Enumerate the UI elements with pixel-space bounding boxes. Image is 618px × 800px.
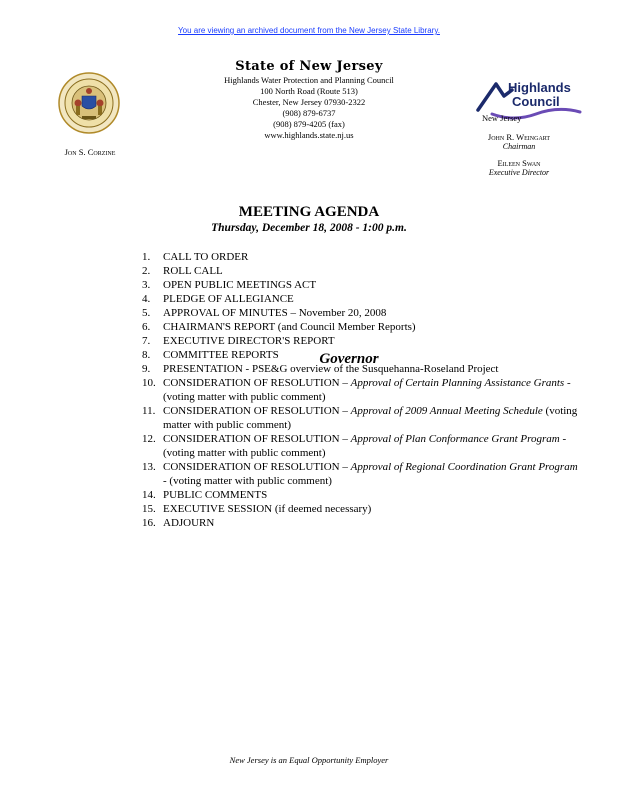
agenda-item-resolution-title: Approval of Regional Coordination Grant Program — [350, 461, 578, 473]
phone: (908) 879-6737 — [282, 108, 336, 118]
agenda-item-text — [163, 404, 582, 432]
agenda-item — [142, 320, 582, 334]
logo-line1: Highlands — [508, 80, 571, 95]
agenda-item — [142, 348, 582, 362]
agenda-item — [142, 460, 582, 488]
governor-name: Jon S. Corzine — [64, 147, 116, 157]
agenda-item-main: CALL TO ORDER — [163, 251, 249, 263]
agenda-item-main: OPEN PUBLIC MEETINGS ACT — [163, 279, 317, 291]
agenda-item-text — [163, 460, 582, 488]
agenda-item-number: 11. — [142, 405, 156, 417]
agenda-item-main: CONSIDERATION OF RESOLUTION – — [163, 377, 351, 389]
agenda-item-number: 8. — [142, 349, 151, 361]
agenda-item-number: 1. — [142, 251, 151, 263]
agenda-item-main: CONSIDERATION OF RESOLUTION – — [163, 433, 351, 445]
agenda-item-resolution-title: Approval of Certain Planning Assistance Grants — [350, 377, 565, 389]
agenda-item-note: - (voting matter with public comment) — [163, 377, 571, 403]
agenda-item-text — [163, 488, 582, 502]
address-line2: Chester, New Jersey 07930-2322 — [252, 97, 366, 107]
agenda-item-number: 2. — [142, 265, 151, 277]
chairman-role: Chairman — [502, 142, 536, 151]
agenda-item-note: - (voting matter with public comment) — [163, 433, 567, 459]
agenda-item — [142, 502, 582, 516]
agenda-item — [142, 404, 582, 432]
agenda-item-text — [163, 278, 582, 292]
agenda-item-number: 7. — [142, 335, 151, 347]
agenda-item-main: ROLL CALL — [163, 265, 223, 277]
state-seal-icon — [58, 72, 120, 134]
director-role: Executive Director — [488, 168, 550, 177]
agenda-item-main: APPROVAL OF MINUTES – November 20, 2008 — [163, 307, 387, 319]
agenda-item — [142, 432, 582, 460]
agenda-item-text — [163, 362, 582, 376]
agenda-item-text — [163, 292, 582, 306]
agenda-item-number: 14. — [142, 489, 156, 501]
agenda-item-text — [163, 320, 582, 334]
agenda-title: MEETING AGENDA — [238, 204, 380, 220]
agenda-item-number: 9. — [142, 363, 151, 375]
fax: (908) 879-4205 (fax) — [273, 119, 345, 129]
agenda-item-number: 12. — [142, 433, 156, 445]
agenda-item-text — [163, 516, 582, 530]
director-block — [466, 158, 572, 178]
address-line1: 100 North Road (Route 513) — [260, 86, 358, 96]
agenda-item-main: COMMITTEE REPORTS — [163, 349, 279, 361]
agenda-item — [142, 488, 582, 502]
agenda-item — [142, 376, 582, 404]
agenda-item-main: PUBLIC COMMENTS — [163, 489, 268, 501]
agenda-item — [142, 264, 582, 278]
agenda-item-resolution-title: Approval of 2009 Annual Meeting Schedule — [350, 405, 543, 417]
state-title: State of New Jersey — [235, 59, 383, 74]
agenda-item-text — [163, 376, 582, 404]
agenda-item-text — [163, 334, 582, 348]
agenda-item-text — [163, 432, 582, 460]
agenda-item-main: CHAIRMAN'S REPORT (and Council Member Reports) — [163, 321, 416, 333]
footer-note: New Jersey is an Equal Opportunity Employer — [229, 755, 389, 765]
governor-title: Governor — [319, 351, 379, 367]
agenda-item-number: 13. — [142, 461, 156, 473]
archive-notice-link[interactable]: You are viewing an archived document from the New Jersey State Library. — [178, 26, 440, 35]
agenda-item-number: 3. — [142, 279, 151, 291]
agenda-item-main: EXECUTIVE DIRECTOR'S REPORT — [163, 335, 335, 347]
agenda-item-number: 15. — [142, 503, 156, 515]
agenda-item-number: 6. — [142, 321, 151, 333]
logo-line2: Council — [512, 94, 560, 109]
agenda-item-main: PLEDGE OF ALLEGIANCE — [163, 293, 294, 305]
agenda-item-text — [163, 502, 582, 516]
agenda-list — [142, 250, 582, 530]
chairman-block — [466, 132, 572, 152]
website: www.highlands.state.nj.us — [264, 130, 354, 140]
agenda-item — [142, 306, 582, 320]
agenda-item — [142, 362, 582, 376]
agenda-item-note: (voting matter with public comment) — [163, 405, 578, 431]
agenda-date: Thursday, December 18, 2008 - 1:00 p.m. — [211, 222, 407, 234]
agenda-item-main: EXECUTIVE SESSION (if deemed necessary) — [163, 503, 372, 515]
chairman-name: John R. Weingart — [487, 132, 551, 142]
org-name: Highlands Water Protection and Planning Council — [224, 75, 394, 85]
agenda-item-text — [163, 306, 582, 320]
agenda-item-number: 16. — [142, 517, 156, 529]
agenda-item-main: CONSIDERATION OF RESOLUTION – — [163, 405, 351, 417]
agenda-item-main: CONSIDERATION OF RESOLUTION – — [163, 461, 351, 473]
agenda-item-note: - (voting matter with public comment) — [163, 475, 332, 487]
agenda-item — [142, 250, 582, 264]
agenda-item-number: 5. — [142, 307, 151, 319]
agenda-item-text — [163, 250, 582, 264]
logo-state: New Jersey — [482, 113, 522, 123]
agenda-item-text — [163, 264, 582, 278]
agenda-item-number: 4. — [142, 293, 151, 305]
agenda-item — [142, 516, 582, 530]
agenda-item — [142, 292, 582, 306]
director-name: Eileen Swan — [497, 158, 541, 168]
agenda-item-main: PRESENTATION - PSE&G overview of the Susquehanna-Roseland Project — [163, 363, 499, 375]
agenda-item — [142, 278, 582, 292]
letterhead — [180, 59, 438, 141]
agenda-item-text — [163, 348, 582, 362]
agenda-item — [142, 334, 582, 348]
agenda-item-main: ADJOURN — [163, 517, 215, 529]
agenda-item-number: 10. — [142, 377, 156, 389]
agenda-item-resolution-title: Approval of Plan Conformance Grant Program — [350, 433, 560, 445]
